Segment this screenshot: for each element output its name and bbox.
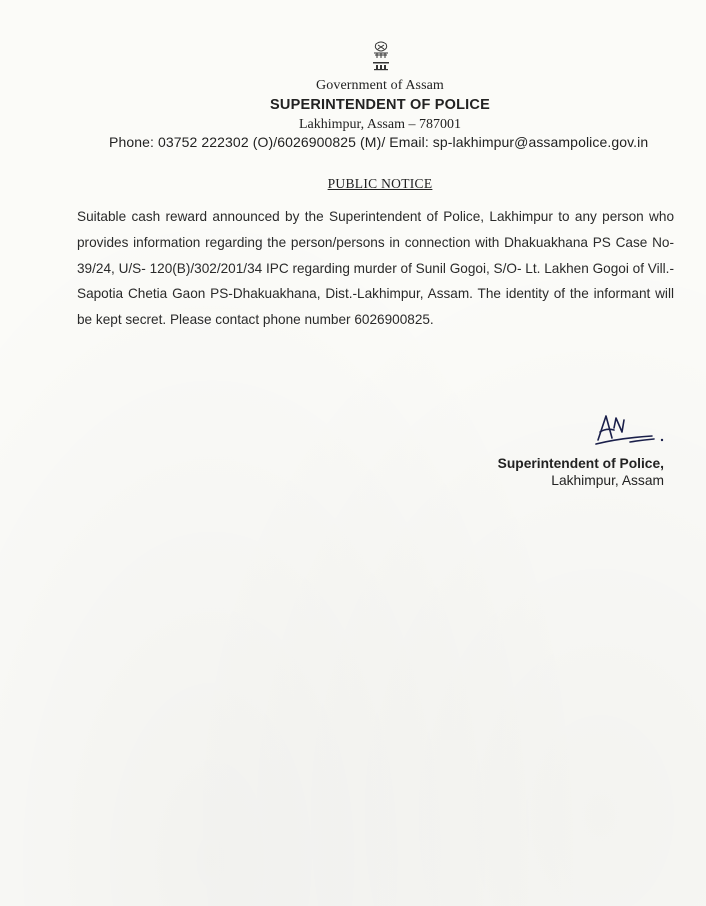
- notice-title: PUBLIC NOTICE: [327, 176, 433, 191]
- signatory-place: Lakhimpur, Assam: [551, 473, 664, 488]
- state-emblem-icon: [368, 40, 394, 72]
- notice-body: Suitable cash reward announced by the Superintendent of Police, Lakhimpur to any person who provides information regarding the person/persons in connection with Dhakuakhana PS Case No- 39/24, U/S- 120(B)/302/201/34 IPC regarding murder of Sunil Gogoi, S/O- Lt. Lakhen Gogoi of Vill.- Sapotia Chetia Gaon PS-Dhakuakhana, Dist.-Lakhimpur, Assam. The identity of the informant will be kept secret. Please contact phone number 6026900825.: [77, 209, 674, 328]
- contact-line: Phone: 03752 222302 (O)/6026900825 (M)/ Email: sp-lakhimpur@assampolice.gov.in: [109, 134, 649, 150]
- signature-icon: [590, 408, 670, 448]
- signatory-title: Superintendent of Police,: [497, 456, 664, 471]
- government-heading: Government of Assam: [316, 78, 444, 93]
- office-heading: SUPERINTENDENT OF POLICE: [270, 97, 490, 113]
- office-address: Lakhimpur, Assam – 787001: [299, 117, 461, 132]
